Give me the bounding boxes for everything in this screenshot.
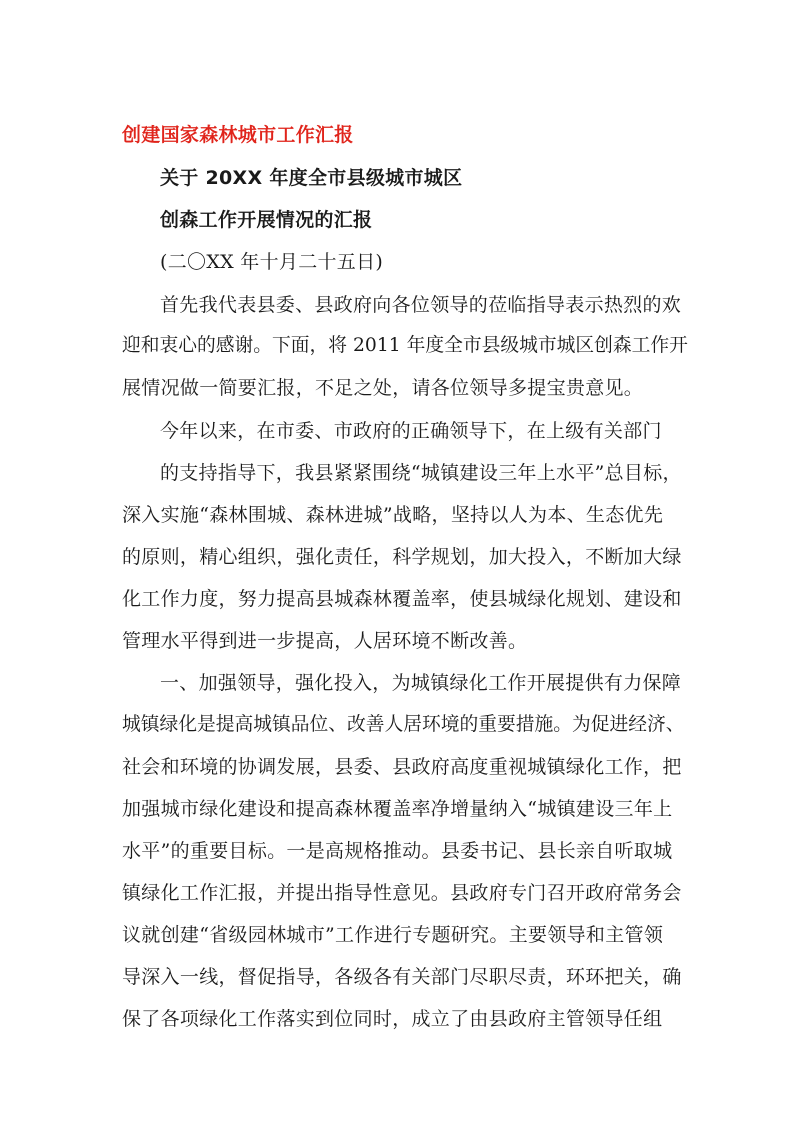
paragraph-line: 城镇绿化是提高城镇品位、改善人居环境的重要措施。为促进经济、 xyxy=(122,714,685,735)
document-title: 创建国家森林城市工作汇报 xyxy=(122,124,354,146)
section-heading: 一、加强领导，强化投入，为城镇绿化工作开展提供有力保障 xyxy=(160,672,682,694)
paragraph-line: 迎和衷心的感谢。下面，将 2011 年度全市县级城市城区创森工作开 xyxy=(122,335,688,356)
paragraph-line: 水平”的重要目标。一是高规格推动。县委书记、县长亲自听取城 xyxy=(122,840,673,862)
paragraph-line: 展情况做一简要汇报，不足之处，请各位领导多提宝贵意见。 xyxy=(122,377,644,399)
paragraph-line: 管理水平得到进一步提高，人居环境不断改善。 xyxy=(122,630,528,652)
paragraph-line: 镇绿化工作汇报，并提出指导性意见。县政府专门召开政府常务会 xyxy=(122,882,682,904)
paragraph-line: 的原则，精心组织，强化责任，科学规划，加大投入，不断加大绿 xyxy=(122,546,682,568)
report-heading-line-2: 创森工作开展情况的汇报 xyxy=(160,209,373,231)
paragraph-line: 社会和环境的协调发展，县委、县政府高度重视城镇绿化工作，把 xyxy=(122,756,682,778)
paragraph-line: 保了各项绿化工作落实到位同时，成立了由县政府主管领导任组 xyxy=(122,1008,663,1030)
paragraph-line: 导深入一线，督促指导，各级各有关部门尽职尽责，环环把关，确 xyxy=(122,966,682,988)
paragraph-line: 的支持指导下，我县紧紧围绕“城镇建设三年上水平”总目标， xyxy=(160,462,682,484)
paragraph-line: 今年以来，在市委、市政府的正确领导下，在上级有关部门 xyxy=(160,420,662,442)
paragraph-line: 化工作力度，努力提高县城森林覆盖率，使县城绿化规划、建设和 xyxy=(122,588,682,610)
paragraph-line: 议就创建“省级园林城市”工作进行专题研究。主要领导和主管领 xyxy=(122,924,664,946)
report-date: (二〇XX 年十月二十五日) xyxy=(160,251,384,273)
paragraph-line: 首先我代表县委、县政府向各位领导的莅临指导表示热烈的欢 xyxy=(160,294,682,316)
paragraph-line: 加强城市绿化建设和提高森林覆盖率净增量纳入“城镇建设三年上 xyxy=(122,798,673,820)
report-heading-line-1: 关于 20XX 年度全市县级城市城区 xyxy=(160,167,463,189)
paragraph-line: 深入实施“森林围城、森林进城”战略，坚持以人为本、生态优先 xyxy=(122,504,664,526)
